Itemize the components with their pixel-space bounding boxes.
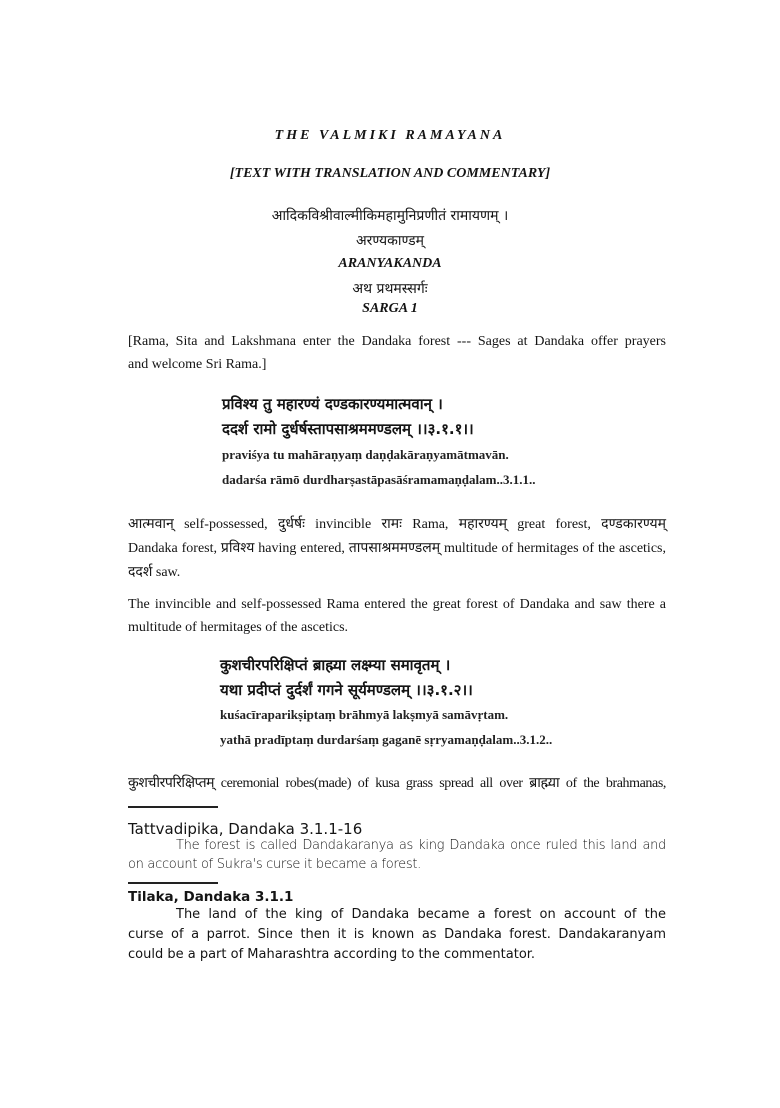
book-title: THE VALMIKI RAMAYANA: [274, 128, 506, 143]
footnote-divider: [128, 882, 218, 884]
verse2-transliteration: kuśacīraparikṣiptaṃ brāhmyā lakṣmyā samāvṛtam.: [220, 707, 509, 722]
tattvadipika-text: The forest is called Dandakaranya as king Dandaka once ruled this land and: [176, 838, 666, 853]
tattvadipika-heading: Tattvadipika, Dandaka 3.1.1-16: [128, 820, 363, 838]
tilaka-text: curse of a parrot. Since then it is known as Dandaka forest. Dandakaranyam: [128, 927, 666, 942]
verse2-gloss: कुशचीरपरिक्षिप्तम् ceremonial robes(made) of kusa grass spread all over ब्राह्म्या of the brahmanas,: [128, 776, 666, 791]
verse1-transliteration: dadarśa rāmō durdharṣastāpasāśramamaṇḍalam..3.1.1..: [222, 472, 536, 487]
verse1-translation: The invincible and self-possessed Rama entered the great forest of Dandaka and saw there a: [128, 597, 666, 612]
verse2-line: कुशचीरपरिक्षिप्तं ब्राह्म्या लक्ष्म्या समावृतम् ।: [220, 656, 451, 674]
sarga-devanagari: अथ प्रथमस्सर्गः: [352, 281, 428, 297]
verse1-transliteration: praviśya tu mahāraṇyaṃ daṇḍakāraṇyamātmavān.: [222, 447, 509, 462]
verse1-translation: multitude of hermitages of the ascetics.: [128, 620, 349, 635]
intro-line: and welcome Sri Rama.]: [128, 357, 267, 372]
kanda-title: ARANYAKANDA: [338, 256, 442, 271]
verse1-gloss: ददर्श saw.: [128, 565, 181, 580]
verse2-line: यथा प्रदीप्तं दुर्दर्शं गगने सूर्यमण्डलम् ।।३.१.२।।: [220, 681, 473, 699]
tilaka-text: The land of the king of Dandaka became a forest on account of the: [176, 907, 666, 922]
book-subtitle: [TEXT WITH TRANSLATION AND COMMENTARY]: [229, 166, 551, 181]
tattvadipika-text: on account of Sukra's curse it became a forest.: [128, 857, 421, 872]
kanda-devanagari: अरण्यकाण्डम्: [355, 233, 425, 249]
verse1-gloss: आत्मवान् self-possessed, दुर्धर्षः invincible रामः Rama, महारण्यम् great forest, दण्डकारण्यम्: [128, 517, 666, 532]
verse1-gloss: Dandaka forest, प्रविश्य having entered, तापसाश्रममण्डलम् multitude of hermitages of the ascetics,: [128, 541, 666, 556]
intro-line: [Rama, Sita and Lakshmana enter the Dandaka forest --- Sages at Dandaka offer prayers: [128, 334, 666, 349]
verse2-transliteration: yathā pradīptaṃ durdarśaṃ gaganē sṛryamaṇḍalam..3.1.2..: [220, 732, 553, 747]
tilaka-heading: Tilaka, Dandaka 3.1.1: [128, 889, 294, 905]
verse1-line: ददर्श रामो दुर्धर्षस्तापसाश्रममण्डलम् ।।३.१.१।।: [222, 420, 474, 438]
tilaka-text: could be a part of Maharashtra according to the commentator.: [128, 947, 536, 962]
verse1-line: प्रविश्य तु महारण्यं दण्डकारण्यमात्मवान् ।: [222, 395, 443, 413]
sarga-title: SARGA 1: [362, 301, 418, 316]
footnote-divider: [128, 806, 218, 808]
invocation: आदिकविश्रीवाल्मीकिमहामुनिप्रणीतं रामायणम् ।: [271, 208, 509, 224]
